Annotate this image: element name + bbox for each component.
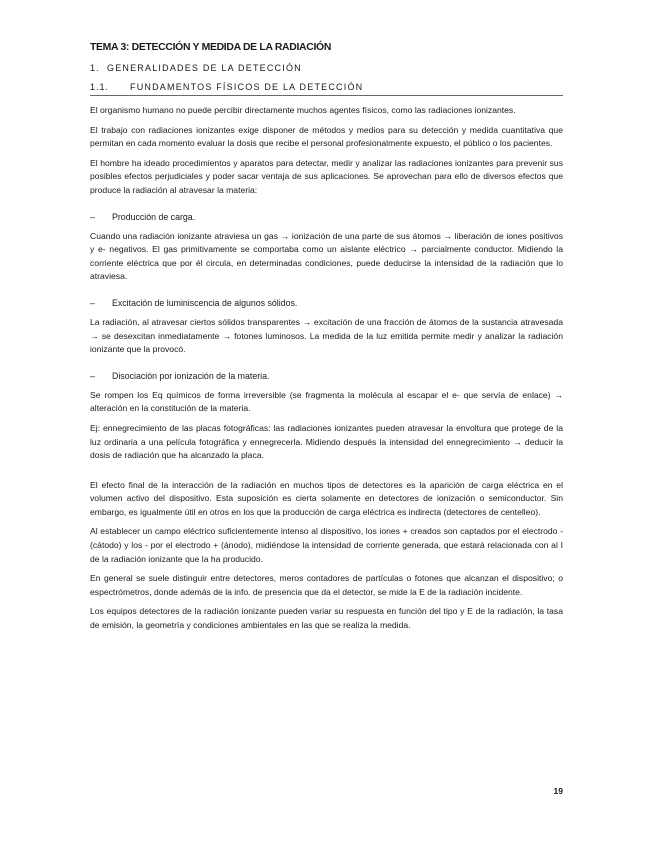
- body-paragraph: Los equipos detectores de la radiación ionizante pueden variar su respuesta en función del tipo y E de la radiación, la tasa de emisión, la geometría y condiciones ambientales en las que se realiza la medida.: [90, 606, 563, 631]
- intro-paragraph: El hombre ha ideado procedimientos y aparatos para detectar, medir y analizar las radiaciones ionizantes para prevenir sus posibles efectos perjudiciales y poder sacar ventaja de sus aplicaciones. Se aprovechan para ello de diversos efectos que produce la radiación al atravesar la materia:: [90, 157, 563, 195]
- body-paragraph: La radiación, al atravesar ciertos sólidos transparentes → excitación de una fracción de átomos de la sustancia atravesada → se desexcitan inmediatamente → fotones luminosos. La medida de la luz emitida permite medir y analizar la radiación ionizante que la provocó.: [90, 316, 563, 355]
- body-paragraph: Cuando una radiación ionizante atraviesa un gas → ionización de una parte de sus átomos → liberación de iones positivos y e- negativos. El gas primitivamente se comportaba como un aislante eléctrico → parcialmente conductor. Midiendo la corriente eléctrica que por él circula, en determinadas condiciones, puede deducirse la intensidad de la radiación que lo atraviesa.: [90, 230, 563, 282]
- bullet-dash: –: [90, 297, 95, 308]
- subsection-heading-1-1: [90, 82, 563, 96]
- section-number: 1.: [90, 63, 100, 73]
- section-label: GENERALIDADES DE LA DETECCIÓN: [107, 63, 302, 73]
- bullet-label: Disociación por ionización de la materia.: [112, 370, 270, 381]
- subsection-label: FUNDAMENTOS FÍSICOS DE LA DETECCIÓN: [130, 82, 364, 92]
- subsection-number: 1.1.: [90, 82, 110, 92]
- bullet-dash: –: [90, 211, 95, 222]
- body-paragraph: Ej: ennegrecimiento de las placas fotográficas: las radiaciones ionizantes pueden atravesar la envoltura que protege de la luz ordinaria a una película fotográfica y ennegrecerla. Midiendo después la intensidad del ennegrecimiento → deducir la dosis de radiación que ha alcanzado la placa.: [90, 422, 563, 461]
- spacer: [90, 469, 563, 479]
- bullet-label: Excitación de luminiscencia de algunos sólidos.: [112, 297, 298, 308]
- section-heading-1: [90, 63, 563, 73]
- body-paragraph: Al establecer un campo eléctrico suficientemente intenso al dispositivo, los iones + creados son captados por el electrodo - (cátodo) y los - por el electrodo + (ánodo), midiéndose la intensidad de corriente generada, que estará relacionada con al I de la radiación ionizante que la ha producido.: [90, 526, 563, 564]
- body-paragraph: En general se suele distinguir entre detectores, meros contadores de partículas o fotones que alcanzan el dispositivo; o espectrómetros, donde además de la info. de presencia que da el detector, se mide la E de la radiación incidente.: [90, 573, 563, 597]
- bullet-label: Producción de carga.: [112, 211, 196, 222]
- bullet-dash: –: [90, 370, 95, 381]
- body-paragraph: Se rompen los Eq químicos de forma irreversible (se fragmenta la molécula al escapar el e- que servía de enlace) → alteración en la constitución de la materia.: [90, 389, 563, 414]
- bullet-heading: [90, 212, 563, 222]
- intro-paragraph: El organismo humano no puede percibir directamente muchos agentes físicos, como las radiaciones ionizantes.: [90, 105, 516, 115]
- body-paragraph: El efecto final de la interacción de la radiación en muchos tipos de detectores es la aparición de carga eléctrica en el volumen activo del dispositivo. Esta suposición es cierta solamente en detectores de ionización o semiconductor. Sin embargo, es igualmente útil en otros en los que la producción de carga eléctrica es indirecta (detectores de centelleo).: [90, 479, 563, 517]
- intro-paragraph: El trabajo con radiaciones ionizantes exige disponer de métodos y medios para su detección y medida cuantitativa que permitan en cada momento evaluar la dosis que recibe el personal profesionalmente expuesto, el público o los pacientes.: [90, 124, 563, 149]
- page-title: TEMA 3: DETECCIÓN Y MEDIDA DE LA RADIACIÓN: [90, 42, 332, 53]
- page-number: 19: [553, 786, 563, 796]
- bullet-heading: [90, 298, 563, 308]
- bullet-heading: [90, 371, 563, 381]
